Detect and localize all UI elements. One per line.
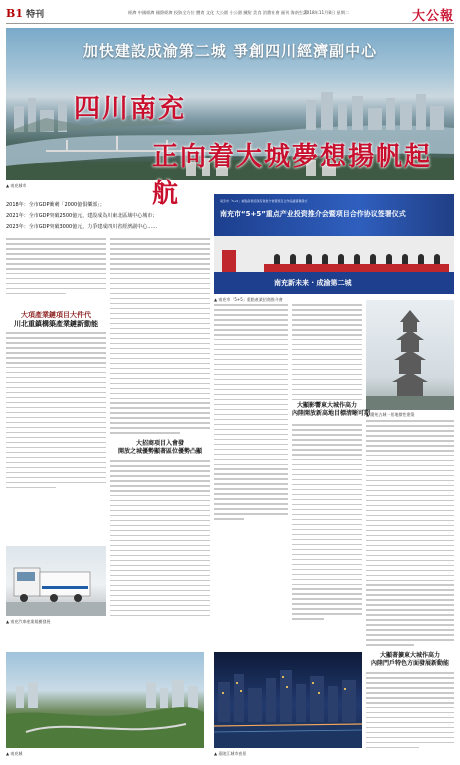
article-column-8 — [366, 672, 454, 752]
park-illustration — [6, 652, 204, 748]
truck-photo — [6, 546, 106, 616]
article-column-6 — [292, 424, 362, 623]
pagoda-illustration — [366, 300, 454, 410]
subheading: 大項產業鏈項目大件代 — [21, 310, 91, 319]
subheading: 內陸門戶特色方面發展新動能 — [370, 660, 449, 667]
page-number-digit: 1 — [15, 7, 23, 20]
body-text-block — [366, 420, 454, 646]
truck-caption: ▲ 南充汽車產業規模發展 — [6, 619, 51, 624]
tower-caption: ▲ 閬苑古城一景地標性建築 — [366, 412, 415, 417]
subheading: 川北重鎮構築產業鏈新動能 — [14, 319, 98, 328]
newspaper-logo: 大公報 — [411, 9, 454, 24]
page-number — [6, 7, 44, 20]
attendee — [306, 254, 312, 264]
conference-photo — [214, 194, 454, 294]
issue-date: 2018年11月8日 星期二 — [304, 10, 350, 15]
banner-title: 南充市“5+5”重点产业投资推介会暨项目合作协议签署仪式 — [220, 210, 406, 218]
night-caption: ▲ 嘉陵江城市夜景 — [214, 751, 247, 756]
body-text-block — [214, 304, 288, 520]
attendee — [354, 254, 360, 264]
right-subhead-block — [366, 652, 454, 668]
attendee — [290, 254, 296, 264]
attendee — [418, 254, 424, 264]
attendee — [402, 254, 408, 264]
key-points — [6, 200, 211, 233]
podium — [222, 250, 236, 272]
page-prefix: B — [6, 7, 16, 20]
article-column-2 — [110, 238, 210, 437]
attendee — [370, 254, 376, 264]
section-menu[interactable]: 經濟 中國經濟 國際經濟 投資全方位 體育 文化 大公園 小公園 繽紛 美食 消費社會 副刊 海南生活 — [128, 10, 308, 15]
tower-photo — [366, 300, 454, 410]
key-point: 2023年：全市GDP突破3000億元，力爭建成四川省經濟副中心…… — [6, 224, 158, 230]
middle-subhead-block — [292, 402, 371, 418]
article-column-3 — [214, 304, 288, 523]
body-text-block — [292, 424, 362, 620]
body-text-block — [6, 332, 106, 488]
park-photo — [6, 652, 204, 748]
body-text-block — [366, 672, 454, 748]
attendee — [386, 254, 392, 264]
hero-kicker: 加快建設成渝第二城 爭創四川經濟副中心 — [82, 42, 378, 60]
stage-footer-text: 南充新未来 · 成渝第二城 — [274, 279, 352, 287]
article-column-7 — [110, 460, 210, 620]
stage-footer-banner — [214, 272, 454, 294]
lower-subhead-block — [110, 440, 210, 456]
stage-banner — [214, 194, 454, 236]
attendee — [322, 254, 328, 264]
key-point: 2021年：全市GDP突破2500億元，建設成為川東北區域中心城市； — [6, 213, 158, 219]
attendee — [434, 254, 440, 264]
body-text-block — [292, 304, 362, 400]
night-city-photo — [214, 652, 362, 748]
attendee — [274, 254, 280, 264]
body-text-block — [110, 238, 210, 434]
section-label: 特刊 — [26, 10, 45, 20]
subheading: 大顯影響東大城作高力 — [296, 402, 357, 409]
night-skyline-illustration — [214, 652, 362, 748]
subheading: 大招商項目入會發 — [135, 440, 184, 447]
park-caption: ▲ 南充城 — [6, 751, 23, 756]
hero-title-line2: 正向着大城夢想揚帆起航 — [152, 142, 433, 209]
subheading: 大顯著擴東大城作高力 — [379, 652, 440, 659]
article-column-4 — [292, 304, 362, 404]
banner-small-text: 南充市「5+5」重點產業招商投資推介會暨項目合作協議簽署儀式 — [220, 199, 308, 203]
signing-table — [264, 264, 449, 272]
truck-illustration — [6, 546, 106, 616]
page-header — [6, 6, 454, 24]
body-text-block — [110, 460, 210, 616]
article-column-5 — [366, 420, 454, 649]
article-column-1 — [6, 238, 106, 492]
attendee — [338, 254, 344, 264]
hero-caption: ▲ 南充城市 — [6, 183, 27, 188]
key-point: 2018年：全市GDP衝刺「2000億俱樂部」； — [6, 202, 105, 208]
body-text-block — [6, 238, 106, 310]
hero-title-line1: 四川南充 — [74, 94, 187, 124]
conference-caption: ▲ 南充市「5+5」重點產業招商推介會 — [214, 297, 283, 302]
subheading: 內陸開放新高地目標清晰可期 — [292, 410, 371, 417]
subheading: 開放之城優勢顯著區位優勢凸顯 — [117, 448, 202, 455]
